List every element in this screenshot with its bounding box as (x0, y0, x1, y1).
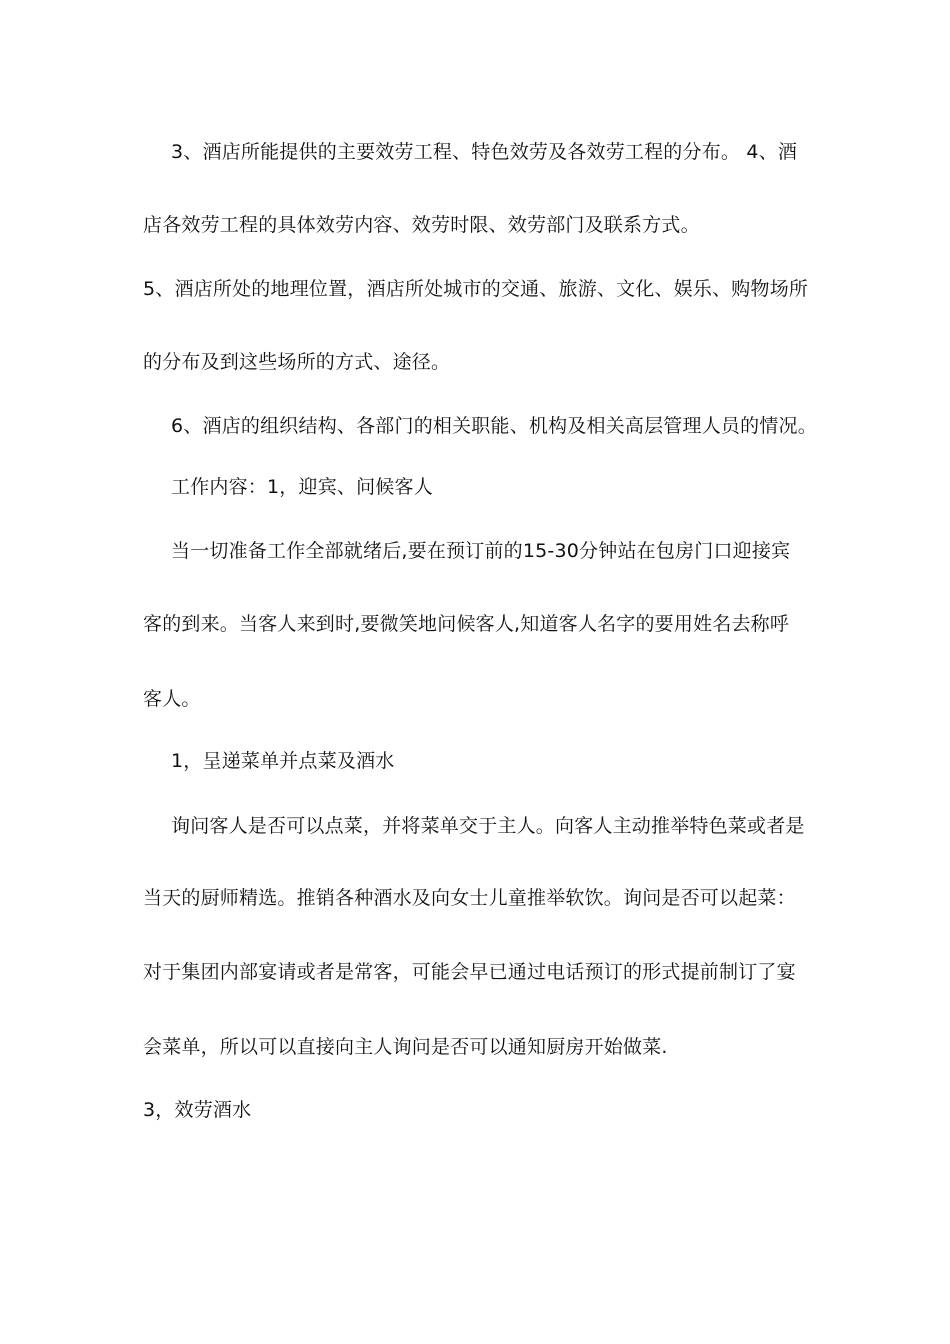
paragraph-line-11: 询问客人是否可以点菜，并将菜单交于主人。向客人主动推举特色菜或者是 (171, 815, 805, 837)
paragraph-line-1: 3、酒店所能提供的主要效劳工程、特色效劳及各效劳工程的分布。 4、酒 (171, 141, 798, 163)
paragraph-line-2: 店各效劳工程的具体效劳内容、效劳时限、效劳部门及联系方式。 (143, 214, 700, 236)
paragraph-line-13: 对于集团内部宴请或者是常客，可能会早已通过电话预订的形式提前制订了宴 (143, 961, 796, 983)
paragraph-line-7: 当一切准备工作全部就绪后,要在预订前的15-30分钟站在包房门口迎接宾 (171, 540, 791, 562)
paragraph-line-4: 的分布及到这些场所的方式、途径。 (143, 351, 451, 373)
section-heading-drinks: 3，效劳酒水 (143, 1099, 252, 1121)
paragraph-line-8: 客的到来。当客人来到时,要微笑地问候客人,知道客人名字的要用姓名去称呼 (143, 613, 790, 635)
paragraph-line-9: 客人。 (143, 688, 201, 710)
paragraph-line-12: 当天的厨师精选。推销各种酒水及向女士儿童推举软饮。询问是否可以起菜： (143, 887, 796, 909)
section-heading-work-content: 工作内容：1，迎宾、问候客人 (171, 476, 433, 498)
section-heading-menu: 1，呈递菜单并点菜及酒水 (171, 750, 395, 772)
paragraph-line-3: 5、酒店所处的地理位置，酒店所处城市的交通、旅游、文化、娱乐、购物场所 (143, 278, 809, 300)
paragraph-line-14: 会菜单，所以可以直接向主人询问是否可以通知厨房开始做菜. (143, 1036, 668, 1058)
paragraph-line-5: 6、酒店的组织结构、各部门的相关职能、机构及相关高层管理人员的情况。 (171, 415, 817, 437)
